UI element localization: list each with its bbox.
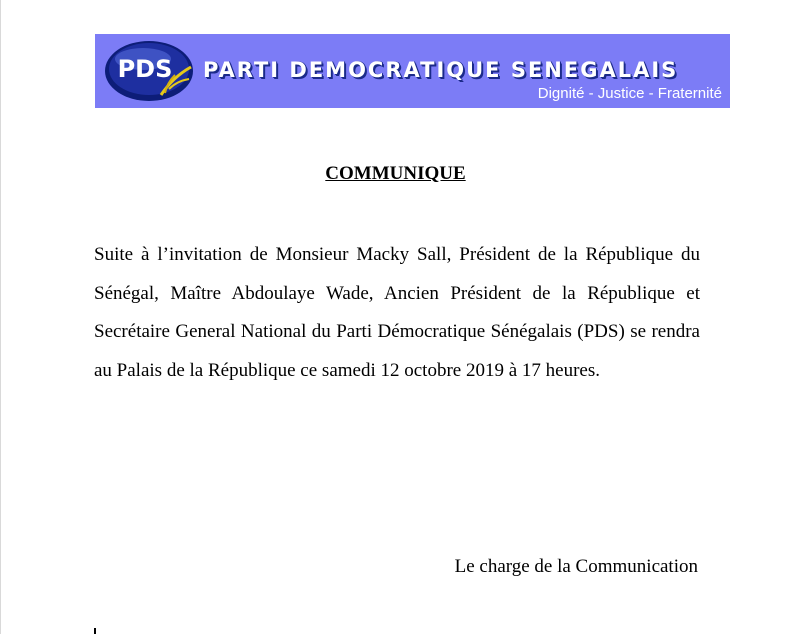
party-motto: Dignité - Justice - Fraternité [537, 85, 722, 102]
party-name: PARTI DEMOCRATIQUE SENEGALAIS [203, 58, 679, 82]
page-corner-mark [94, 628, 96, 634]
document-heading: COMMUNIQUE [325, 163, 466, 184]
document-body: Suite à l’invitation de Monsieur Macky Sall, Président de la République du Sénégal, Maître Abdoulaye Wade, Ancien Président de la République et Secrétaire General National du Parti Démocratique Sénégalais (PDS) se rendra au Palais de la République ce samedi 12 octobre 2019 à 17 heures. [94, 244, 700, 381]
signature-line: Le charge de la Communication [454, 556, 698, 577]
pds-logo [103, 37, 199, 103]
party-banner [95, 34, 730, 108]
logo-text: PDS [117, 55, 173, 83]
